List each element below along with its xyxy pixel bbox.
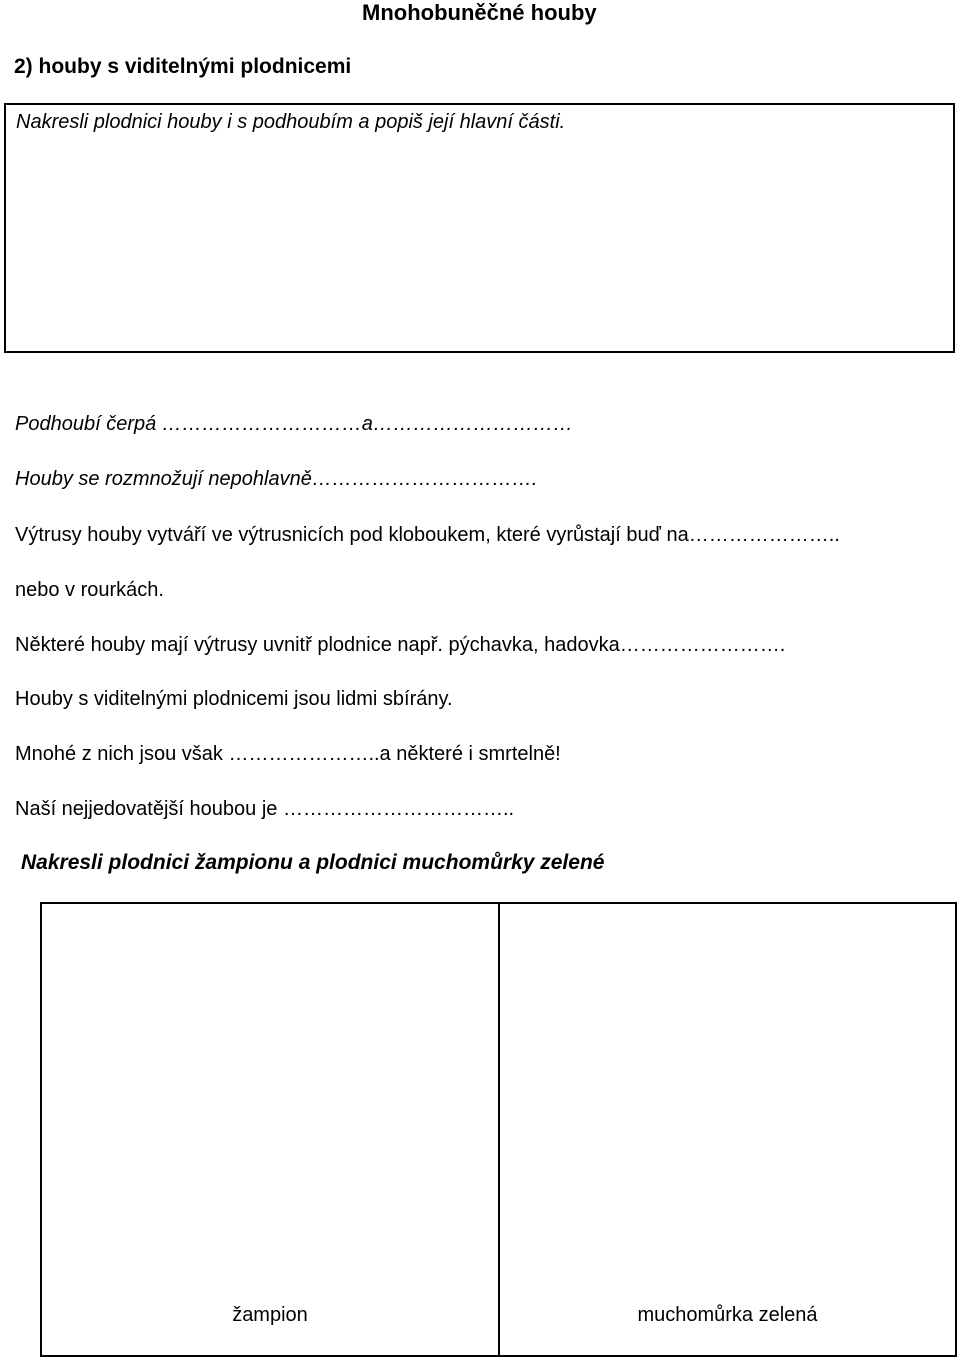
drawing-cell-zampion[interactable] [42, 904, 500, 1355]
sentence-7: Mnohé z nich jsou však …………………..a některé i smrtelně! [15, 743, 561, 765]
drawing-grid [40, 902, 957, 1357]
sentence-3: Výtrusy houby vytváří ve výtrusnicích pod kloboukem, které vyrůstají buď na………………….. [15, 524, 840, 546]
section-heading: 2) houby s viditelnými plodnicemi [14, 55, 352, 78]
drawing-box[interactable] [4, 103, 955, 353]
sentence-5: Některé houby mají výtrusy uvnitř plodnice např. pýchavka, hadovka……………………. [15, 634, 786, 656]
page-title: Mnohobuněčné houby [362, 0, 597, 25]
sentence-4: nebo v rourkách. [15, 579, 164, 601]
sentence-8: Naší nejjedovatější houbou je …………………………….. [15, 798, 515, 820]
drawing-instruction: Nakresli plodnici houby i s podhoubím a popiš její hlavní části. [16, 111, 566, 133]
drawing-cell-muchomurka[interactable] [500, 904, 955, 1355]
sentence-6: Houby s viditelnými plodnicemi jsou lidmi sbírány. [15, 688, 453, 710]
cell-label: žampion [232, 1304, 308, 1326]
cell-label: muchomůrka zelená [637, 1304, 818, 1326]
sentence-1: Podhoubí čerpá …………………………a………………………… [15, 413, 573, 435]
sentence-2: Houby se rozmnožují nepohlavně……………………………. [15, 468, 538, 490]
drawing-instruction-2: Nakresli plodnici žampionu a plodnici muchomůrky zelené [21, 851, 605, 874]
